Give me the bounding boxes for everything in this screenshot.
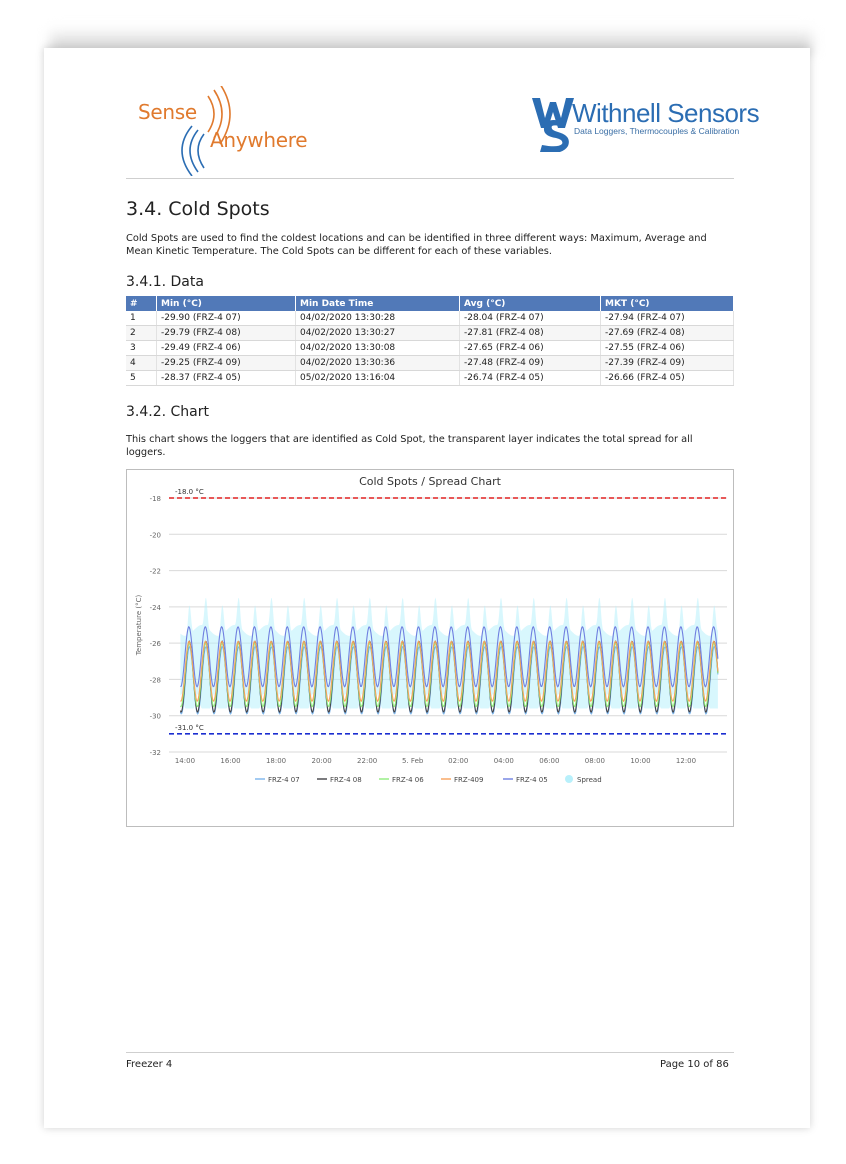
cell-min-datetime: 04/02/2020 13:30:28	[296, 311, 460, 326]
y-tick-label: -32	[149, 749, 161, 757]
cell-mkt: -27.39 (FRZ-4 09)	[601, 356, 734, 371]
footer-document-name: Freezer 4	[126, 1059, 173, 1070]
data-subsection-title: 3.4.1. Data	[126, 274, 204, 290]
ws-monogram-icon	[530, 96, 574, 152]
cell-min: -29.25 (FRZ-4 09)	[157, 356, 296, 371]
legend-label: FRZ-4 07	[268, 776, 300, 784]
x-tick-label: 08:00	[584, 757, 605, 765]
x-tick-label: 16:00	[220, 757, 241, 765]
cell-avg: -26.74 (FRZ-4 05)	[460, 371, 601, 386]
document-page	[44, 48, 810, 1128]
cell-min-datetime: 04/02/2020 13:30:08	[296, 341, 460, 356]
legend-label: FRZ-4 08	[330, 776, 362, 784]
col-header-rank: #	[126, 296, 157, 311]
x-tick-label: 14:00	[174, 757, 196, 765]
threshold-label: -31.0 °C	[175, 723, 204, 732]
table-header-row	[126, 296, 734, 311]
logo-company-name: Withnell Sensors	[572, 98, 760, 128]
cell-min: -29.49 (FRZ-4 06)	[157, 341, 296, 356]
y-tick-label: -18	[149, 495, 161, 503]
logo-anywhere-text: Anywhere	[210, 128, 308, 152]
cell-rank: 2	[126, 326, 157, 341]
withnell-sensors-logo	[530, 96, 760, 154]
legend-spread-marker	[565, 775, 573, 783]
y-tick-label: -30	[149, 712, 161, 721]
cell-avg: -27.65 (FRZ-4 06)	[460, 341, 601, 356]
y-tick-label: -22	[149, 567, 161, 576]
cell-rank: 1	[126, 311, 157, 326]
cold-spots-chart	[126, 469, 734, 827]
section-title: 3.4. Cold Spots	[126, 198, 270, 220]
cold-spots-table	[126, 296, 734, 386]
x-tick-label: 12:00	[675, 757, 697, 765]
cell-mkt: -27.94 (FRZ-4 07)	[601, 311, 734, 326]
cell-avg: -27.81 (FRZ-4 08)	[460, 326, 601, 341]
y-tick-label: -24	[149, 603, 161, 612]
sense-anywhere-logo	[138, 86, 328, 176]
cell-avg: -27.48 (FRZ-4 09)	[460, 356, 601, 371]
logo-sense-text: Sense	[138, 100, 197, 124]
cell-avg: -28.04 (FRZ-4 07)	[460, 311, 601, 326]
cell-min: -28.37 (FRZ-4 05)	[157, 371, 296, 386]
x-tick-label: 5. Feb	[402, 757, 424, 765]
legend-label: FRZ-4 05	[516, 776, 548, 784]
x-tick-label: 18:00	[265, 757, 287, 765]
cell-rank: 4	[126, 356, 157, 371]
y-axis-label: Temperature (°C)	[135, 594, 143, 656]
col-header-min: Min (°C)	[157, 296, 296, 311]
y-tick-label: -28	[149, 676, 161, 685]
table-row	[126, 326, 734, 341]
legend-label: FRZ-409	[454, 776, 484, 784]
footer-page-number: Page 10 of 86	[660, 1059, 729, 1070]
footer-divider	[126, 1052, 734, 1053]
logo-tagline: Data Loggers, Thermocouples & Calibration	[574, 126, 740, 136]
table-row	[126, 341, 734, 356]
col-header-min-datetime: Min Date Time	[296, 296, 460, 311]
cell-min: -29.79 (FRZ-4 08)	[157, 326, 296, 341]
chart-subsection-title: 3.4.2. Chart	[126, 404, 209, 420]
y-tick-label: -20	[149, 531, 161, 540]
cell-mkt: -27.55 (FRZ-4 06)	[601, 341, 734, 356]
x-tick-label: 22:00	[357, 757, 378, 765]
legend-label: FRZ-4 06	[392, 776, 424, 784]
chart-description: This chart shows the loggers that are identified as Cold Spot, the transparent layer indicates the total spread for all loggers.	[126, 434, 693, 458]
cell-min-datetime: 05/02/2020 13:16:04	[296, 371, 460, 386]
cell-min-datetime: 04/02/2020 13:30:27	[296, 326, 460, 341]
threshold-label: -18.0 °C	[175, 488, 204, 496]
header-divider	[126, 178, 734, 179]
x-tick-label: 06:00	[539, 757, 560, 765]
legend-label: Spread	[577, 776, 602, 784]
table-row	[126, 356, 734, 371]
cell-min-datetime: 04/02/2020 13:30:36	[296, 356, 460, 371]
x-tick-label: 04:00	[493, 757, 514, 765]
section-intro: Cold Spots are used to find the coldest locations and can be identified in three different ways: Maximum, Average and Mean Kinetic Temperature. The Cold Spots can be different for each of these variables.	[126, 233, 707, 257]
cell-rank: 3	[126, 341, 157, 356]
col-header-avg: Avg (°C)	[460, 296, 601, 311]
table-row	[126, 311, 734, 326]
x-tick-label: 20:00	[311, 757, 332, 765]
chart-svg	[127, 470, 733, 826]
x-tick-label: 02:00	[448, 757, 469, 765]
y-tick-label: -26	[149, 640, 161, 649]
x-tick-label: 10:00	[630, 757, 651, 765]
chart-title: Cold Spots / Spread Chart	[359, 475, 501, 488]
cell-min: -29.90 (FRZ-4 07)	[157, 311, 296, 326]
cell-rank: 5	[126, 371, 157, 386]
cell-mkt: -26.66 (FRZ-4 05)	[601, 371, 734, 386]
col-header-mkt: MKT (°C)	[601, 296, 734, 311]
cell-mkt: -27.69 (FRZ-4 08)	[601, 326, 734, 341]
table-row	[126, 371, 734, 386]
